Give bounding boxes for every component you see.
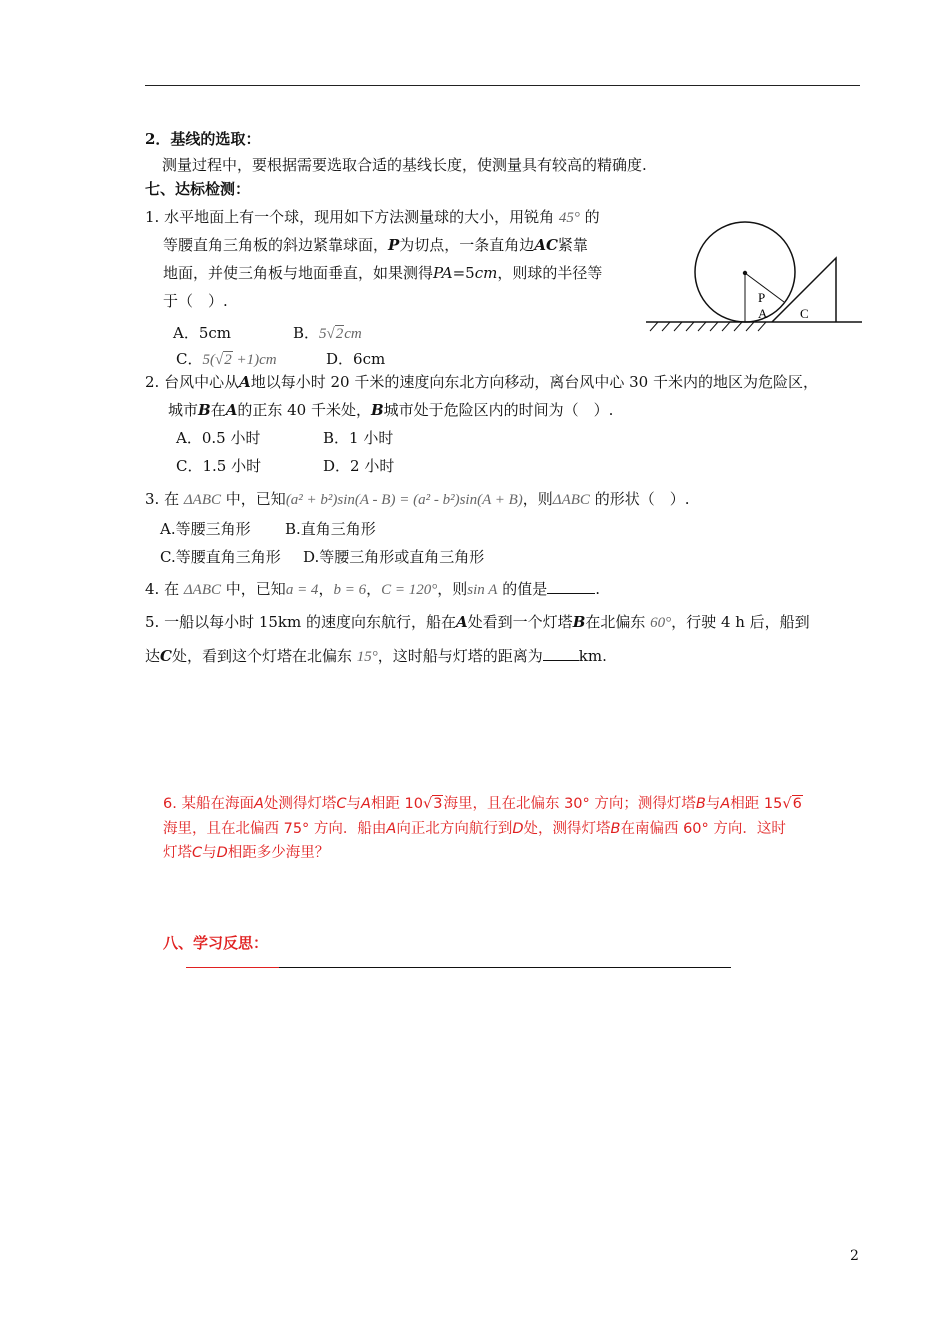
reflection-line: [279, 967, 731, 968]
q1-line-4: 于（ ）.: [163, 292, 228, 310]
q6-line-1: 6. 某船在海面A处测得灯塔C与A相距 10√3海里，且在北偏东 30° 方向；测得灯塔B与A相距 15√6: [163, 796, 802, 812]
label-p: P: [758, 290, 766, 305]
q5-line-2: 达C处，看到这个灯塔在北偏东 15°，这时船与灯塔的距离为 km.: [145, 647, 607, 665]
q6-line-3: 灯塔C与D相距多少海里？: [163, 845, 330, 861]
q2-option-a: A．0.5 小时: [176, 429, 261, 447]
q1-option-c: C．5(√2 +1)cm: [176, 350, 277, 368]
q1-option-a: A．5cm: [173, 324, 232, 342]
q1-option-b: B．5√2cm: [293, 324, 362, 342]
ground-hatching: [650, 322, 766, 331]
q2-line-1: 2. 台风中心从A地以每小时 20 千米的速度向东北方向移动，离台风中心 30 千米内的地区为危险区，: [145, 373, 818, 391]
q1-option-d: D．6cm: [326, 350, 386, 368]
section-2-text: 测量过程中，要根据需要选取合适的基线长度，使测量具有较高的精确度.: [162, 156, 647, 174]
q1-line-3: 地面，并使三角板与地面垂直，如果测得PA=5cm，则球的半径等: [163, 264, 603, 282]
q2-option-d: D．2 小时: [323, 457, 395, 475]
q3-line-1: 3. 在 ΔABC 中，已知(a² + b²)sin(A - B) = (a² - b²)sin(A + B)，则ΔABC 的形状（ ）.: [145, 490, 690, 508]
q5-line-1: 5. 一船以每小时 15km 的速度向东航行，船在A处看到一个灯塔B在北偏东 60°，行驶 4 h 后，船到: [145, 613, 810, 631]
section-7-title: 七、达标检测：: [145, 180, 251, 198]
label-c: C: [800, 306, 809, 321]
q3-option-a: A.等腰三角形: [160, 520, 251, 538]
section-8-title: 八、学习反思：: [163, 934, 269, 952]
q4-answer-blank: [547, 593, 595, 594]
reflection-line-red: [186, 967, 279, 968]
label-a: A: [758, 306, 768, 321]
q6-line-2: 海里，且在北偏西 75° 方向．船由A向正北方向航行到D处，测得灯塔B在南偏西 60° 方向．这时: [163, 821, 786, 837]
section-2-title: 2．基线的选取：: [145, 130, 261, 148]
q4-line-1: 4. 在 ΔABC 中，已知a = 4，b = 6，C = 120°，则sin A 的值是 .: [145, 580, 600, 598]
q3-option-d: D.等腰三角形或直角三角形: [303, 548, 485, 566]
q1-line-1: 1. 水平地面上有一个球，现用如下方法测量球的大小，用锐角 45° 的: [145, 208, 600, 226]
q1-line-2: 等腰直角三角板的斜边紧靠球面，P为切点，一条直角边AC紧靠: [163, 236, 588, 254]
q5-answer-blank: [543, 660, 579, 661]
q2-option-c: C．1.5 小时: [176, 457, 262, 475]
q3-option-b: B.直角三角形: [285, 520, 376, 538]
page-number: 2: [850, 1248, 859, 1264]
q3-option-c: C.等腰直角三角形: [160, 548, 281, 566]
q2-option-b: B．1 小时: [323, 429, 394, 447]
ball-triangle-figure: [644, 218, 866, 336]
q2-line-2: 城市B在A的正东 40 千米处，B城市处于危险区内的时间为（ ）.: [168, 401, 614, 419]
header-rule: [145, 85, 860, 86]
